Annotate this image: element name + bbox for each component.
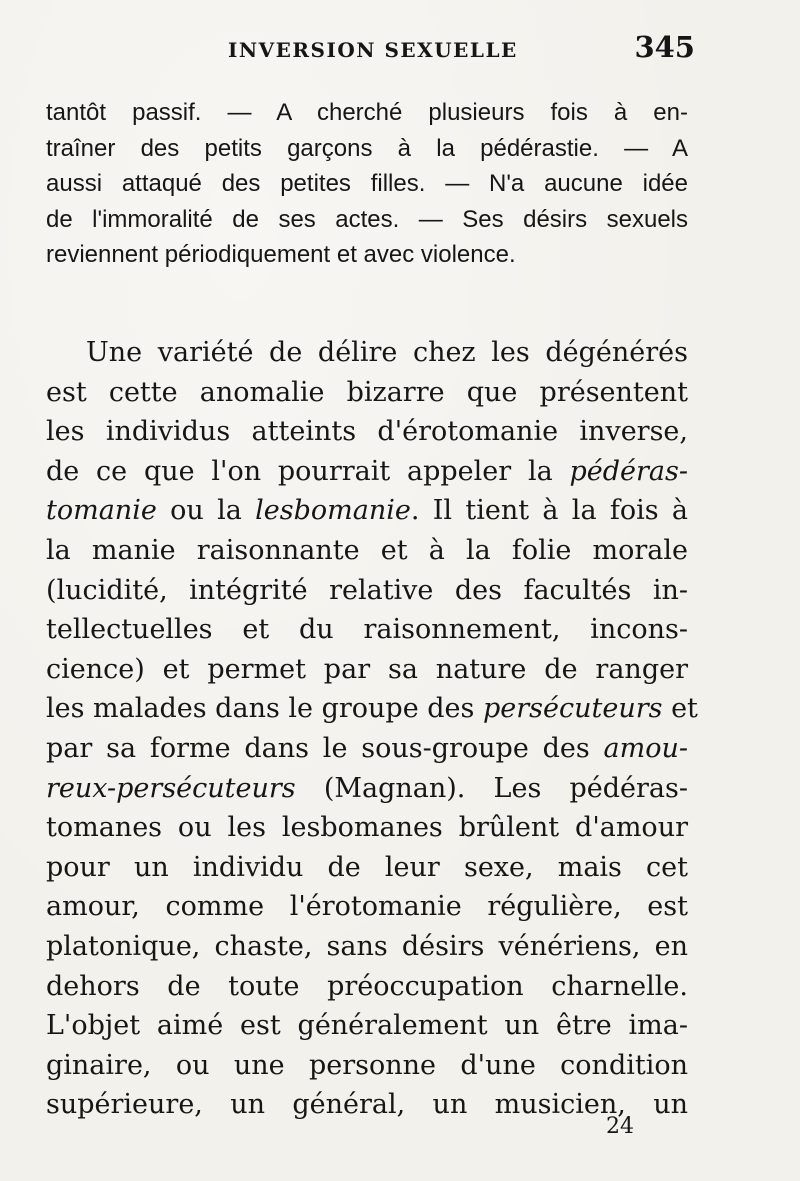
- italic-term: reux-persécuteurs: [46, 772, 296, 804]
- text-line: [46, 769, 688, 809]
- text-run: . Il tient à la fois à: [410, 495, 689, 527]
- text-line: les individus atteints d'érotomanie inverse,: [46, 416, 688, 448]
- text-line: traîner des petits garçons à la pédérastie. — A: [46, 134, 688, 162]
- text-line: reviennent périodiquement et avec violence.: [46, 241, 516, 268]
- text-run: ou la: [156, 495, 256, 527]
- paragraph-case-notes: [46, 95, 688, 273]
- text-line: la manie raisonnante et à la folie morale: [46, 534, 688, 566]
- italic-term: lesbomanie: [255, 495, 411, 527]
- text-line: de l'immoralité de ses actes. — Ses désirs sexuels: [46, 205, 688, 233]
- text-run: (Magnan). Les pédéras-: [295, 772, 688, 804]
- text-line: tomanes ou les lesbomanes brûlent d'amour: [46, 812, 688, 844]
- paragraph-main: [46, 333, 698, 1125]
- text-line: tantôt passif. — A cherché plusieurs fois à en-: [46, 99, 688, 126]
- text-line: supérieure, un général, un musicien, un: [46, 1089, 688, 1121]
- text-line: L'objet aimé est généralement un être ima-: [46, 1010, 688, 1042]
- text-line: tellectuelles et du raisonnement, incons-: [46, 614, 688, 646]
- italic-term: persécuteurs: [482, 693, 663, 725]
- text-run: par sa forme dans le sous-groupe des: [46, 732, 604, 764]
- running-title: INVERSION SEXUELLE: [228, 38, 518, 62]
- text-line: [46, 452, 688, 492]
- text-line: [46, 689, 698, 729]
- italic-term: pédéras-: [569, 455, 688, 487]
- text-line: platonique, chaste, sans désirs vénériens, en: [46, 930, 688, 962]
- text-line: dehors de toute préoccupation charnelle.: [46, 970, 688, 1002]
- text-run: les malades dans le groupe des: [46, 693, 483, 725]
- text-line: ginaire, ou une personne d'une condition: [46, 1049, 688, 1081]
- italic-term: tomanie: [46, 495, 157, 527]
- italic-term: amou-: [603, 732, 688, 764]
- text-line: [46, 729, 688, 769]
- page-number: 345: [634, 30, 695, 64]
- text-line: Une variété de délire chez les dégénérés: [86, 337, 688, 368]
- text-line: (lucidité, intégrité relative des facultés in-: [46, 574, 688, 606]
- text-line: est cette anomalie bizarre que présentent: [46, 376, 688, 408]
- text-line: amour, comme l'érotomanie régulière, est: [46, 891, 688, 923]
- text-line: cience) et permet par sa nature de ranger: [46, 653, 688, 685]
- text-line: [46, 491, 688, 531]
- signature-mark: 24: [606, 1114, 634, 1139]
- text-line: pour un individu de leur sexe, mais cet: [46, 851, 688, 883]
- text-run: de ce que l'on pourrait appeler la: [46, 455, 570, 487]
- text-run: et: [662, 693, 698, 725]
- text-line: aussi attaqué des petites filles. — N'a aucune idée: [46, 170, 688, 197]
